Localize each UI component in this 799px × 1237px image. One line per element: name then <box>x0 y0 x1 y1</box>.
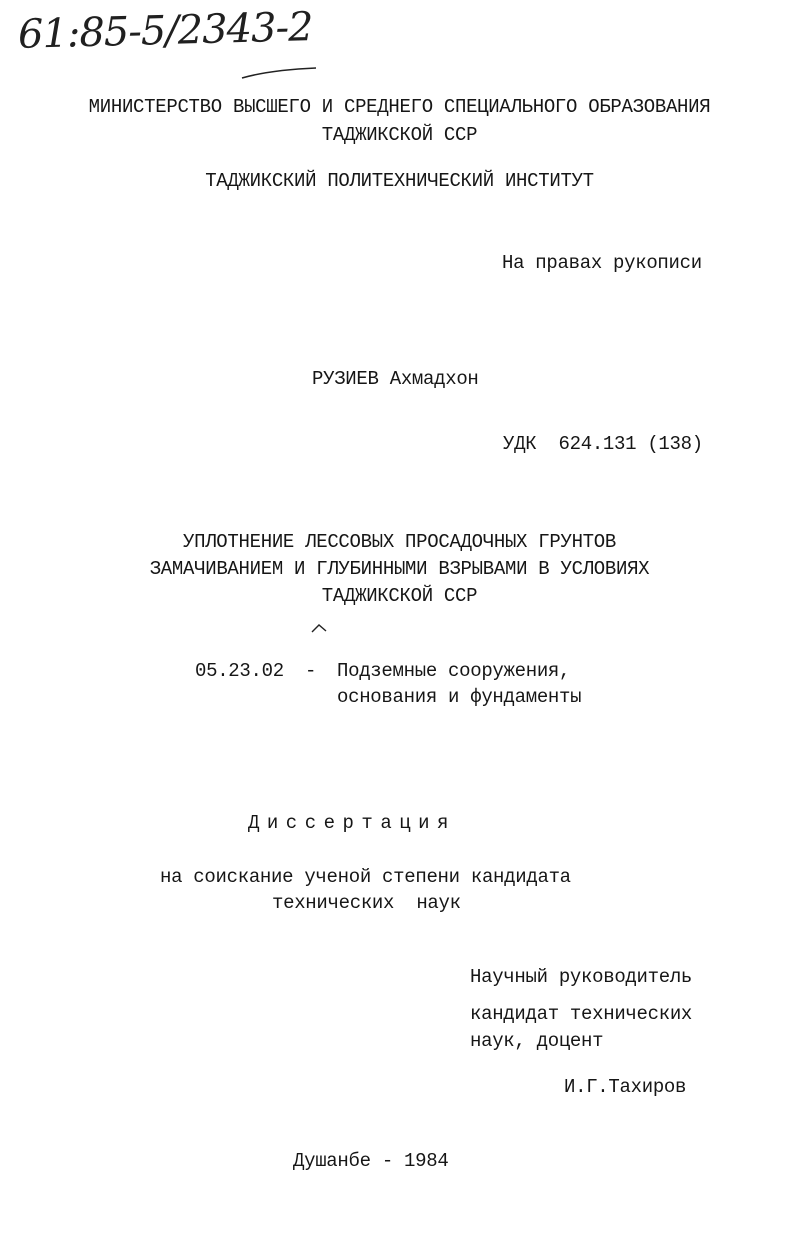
title-line-2: ЗАМАЧИВАНИЕМ И ГЛУБИННЫМИ ВЗРЫВАМИ В УСЛОВИЯХ <box>149 558 650 580</box>
specialty-dash: - <box>305 660 317 682</box>
institute-name: ТАДЖИКСКИЙ ПОЛИТЕХНИЧЕСКИЙ ИНСТИТУТ <box>205 170 594 192</box>
place-year: Душанбе - 1984 <box>293 1150 449 1172</box>
handwritten-underline <box>240 66 320 84</box>
title-line-1: УПЛОТНЕНИЕ ЛЕССОВЫХ ПРОСАДОЧНЫХ ГРУНТОВ <box>183 531 616 553</box>
degree-line-2: технических наук <box>272 892 461 914</box>
supervisor-title-line-2: наук, доцент <box>470 1030 604 1052</box>
caret-mark <box>310 622 328 634</box>
rights-note: На правах рукописи <box>502 252 702 274</box>
document-type: Диссертация <box>248 812 456 834</box>
specialty-name-line-2: основания и фундаменты <box>337 686 582 708</box>
supervisor-name: И.Г.Тахиров <box>564 1076 687 1098</box>
author-name: РУЗИЕВ Ахмадхон <box>312 368 479 390</box>
specialty-code: 05.23.02 <box>195 660 284 682</box>
supervisor-title-line-1: кандидат технических <box>470 1003 693 1025</box>
degree-line-1: на соискание ученой степени кандидата <box>160 866 571 888</box>
archive-note-handwritten: 61:85-5/2343-2 <box>17 4 314 58</box>
ministry-line-2: ТАДЖИКСКОЙ ССР <box>321 124 478 146</box>
udc-code: УДК 624.131 (138) <box>503 433 703 455</box>
specialty-name-line-1: Подземные сооружения, <box>337 660 571 682</box>
supervisor-role: Научный руководитель <box>470 966 693 988</box>
title-line-3: ТАДЖИКСКОЙ ССР <box>321 585 478 607</box>
ministry-line-1: МИНИСТЕРСТВО ВЫСШЕГО И СРЕДНЕГО СПЕЦИАЛЬНОГО ОБРАЗОВАНИЯ <box>88 96 711 118</box>
